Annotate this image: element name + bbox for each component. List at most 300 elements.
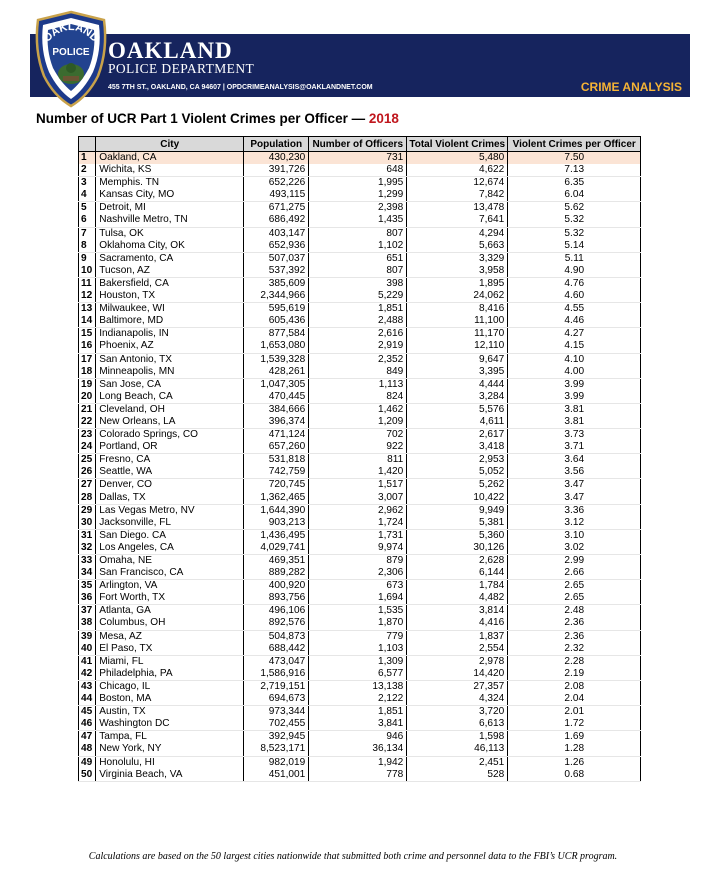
org-address: 455 7TH ST., OAKLAND, CA 94607 | OPDCRIMEANALYSIS@OAKLANDNET.COM bbox=[108, 84, 373, 91]
violent-crimes-cell: 9,647 bbox=[407, 353, 508, 366]
crimes-per-officer-cell: 5.62 bbox=[508, 202, 641, 215]
officers-cell: 1,724 bbox=[309, 517, 407, 530]
crimes-per-officer-cell: 2.04 bbox=[508, 693, 641, 706]
population-cell: 391,726 bbox=[244, 164, 309, 177]
rank-cell: 31 bbox=[79, 529, 96, 542]
rank-cell: 2 bbox=[79, 164, 96, 177]
city-cell: Denver, CO bbox=[96, 479, 244, 492]
population-cell: 2,344,966 bbox=[244, 290, 309, 303]
population-cell: 496,106 bbox=[244, 605, 309, 618]
violent-crimes-cell: 5,381 bbox=[407, 517, 508, 530]
rank-cell: 48 bbox=[79, 743, 96, 756]
report-year: 2018 bbox=[368, 111, 399, 126]
rank-cell: 20 bbox=[79, 391, 96, 404]
officers-cell: 1,113 bbox=[309, 378, 407, 391]
rank-cell: 7 bbox=[79, 227, 96, 240]
violent-crimes-cell: 1,784 bbox=[407, 580, 508, 593]
column-header-crimes-per-officer: Violent Crimes per Officer bbox=[508, 137, 641, 152]
violent-crimes-cell: 3,329 bbox=[407, 252, 508, 265]
table-row bbox=[79, 479, 641, 492]
table-row bbox=[79, 643, 641, 656]
table-row bbox=[79, 731, 641, 744]
police-badge-logo bbox=[32, 10, 110, 108]
table-row bbox=[79, 164, 641, 177]
officers-cell: 731 bbox=[309, 152, 407, 165]
population-cell: 877,584 bbox=[244, 328, 309, 341]
crimes-per-officer-cell: 3.56 bbox=[508, 466, 641, 479]
violent-crimes-cell: 2,953 bbox=[407, 454, 508, 467]
rank-cell: 28 bbox=[79, 492, 96, 505]
city-cell: Philadelphia, PA bbox=[96, 668, 244, 681]
officers-cell: 879 bbox=[309, 555, 407, 568]
table-row bbox=[79, 303, 641, 316]
rank-cell: 6 bbox=[79, 214, 96, 227]
city-cell: Minneapolis, MN bbox=[96, 366, 244, 379]
violent-crimes-cell: 7,641 bbox=[407, 214, 508, 227]
violent-crimes-cell: 5,360 bbox=[407, 529, 508, 542]
city-cell: Chicago, IL bbox=[96, 680, 244, 693]
violent-crimes-cell: 4,324 bbox=[407, 693, 508, 706]
crimes-per-officer-cell: 1.72 bbox=[508, 718, 641, 731]
population-cell: 384,666 bbox=[244, 403, 309, 416]
city-cell: Colorado Springs, CO bbox=[96, 429, 244, 442]
column-header-violent-crimes: Total Violent Crimes bbox=[407, 137, 508, 152]
population-cell: 4,029,741 bbox=[244, 542, 309, 555]
city-cell: Dallas, TX bbox=[96, 492, 244, 505]
city-cell: Bakersfield, CA bbox=[96, 277, 244, 290]
population-cell: 1,653,080 bbox=[244, 340, 309, 353]
officers-cell: 779 bbox=[309, 630, 407, 643]
city-cell: Tucson, AZ bbox=[96, 265, 244, 278]
population-cell: 403,147 bbox=[244, 227, 309, 240]
violent-crimes-cell: 4,622 bbox=[407, 164, 508, 177]
officers-cell: 398 bbox=[309, 277, 407, 290]
violent-crimes-cell: 5,262 bbox=[407, 479, 508, 492]
population-cell: 473,047 bbox=[244, 655, 309, 668]
city-cell: Fort Worth, TX bbox=[96, 592, 244, 605]
officers-cell: 702 bbox=[309, 429, 407, 442]
city-cell: Long Beach, CA bbox=[96, 391, 244, 404]
table-row bbox=[79, 378, 641, 391]
population-cell: 671,275 bbox=[244, 202, 309, 215]
population-cell: 1,539,328 bbox=[244, 353, 309, 366]
org-subtitle: POLICE DEPARTMENT bbox=[108, 61, 255, 76]
officers-cell: 2,306 bbox=[309, 567, 407, 580]
table-row bbox=[79, 240, 641, 253]
violent-crimes-cell: 8,416 bbox=[407, 303, 508, 316]
officers-cell: 1,517 bbox=[309, 479, 407, 492]
population-cell: 688,442 bbox=[244, 643, 309, 656]
table-row bbox=[79, 592, 641, 605]
population-cell: 400,920 bbox=[244, 580, 309, 593]
crimes-per-officer-cell: 3.36 bbox=[508, 504, 641, 517]
table-row bbox=[79, 756, 641, 769]
crimes-per-officer-cell: 2.28 bbox=[508, 655, 641, 668]
officers-cell: 36,134 bbox=[309, 743, 407, 756]
city-cell: Austin, TX bbox=[96, 706, 244, 719]
city-cell: Los Angeles, CA bbox=[96, 542, 244, 555]
table-row bbox=[79, 542, 641, 555]
rank-cell: 41 bbox=[79, 655, 96, 668]
table-row bbox=[79, 214, 641, 227]
table-row bbox=[79, 668, 641, 681]
report-title-text: Number of UCR Part 1 Violent Crimes per Officer — bbox=[36, 111, 366, 126]
violent-crimes-cell: 6,613 bbox=[407, 718, 508, 731]
city-cell: Mesa, AZ bbox=[96, 630, 244, 643]
population-cell: 702,455 bbox=[244, 718, 309, 731]
city-cell: Seattle, WA bbox=[96, 466, 244, 479]
officers-cell: 2,352 bbox=[309, 353, 407, 366]
city-cell: Oakland, CA bbox=[96, 152, 244, 165]
crimes-per-officer-cell: 1.26 bbox=[508, 756, 641, 769]
crimes-per-officer-cell: 3.73 bbox=[508, 429, 641, 442]
city-cell: Kansas City, MO bbox=[96, 189, 244, 202]
officers-cell: 13,138 bbox=[309, 680, 407, 693]
officers-cell: 1,851 bbox=[309, 303, 407, 316]
table-row bbox=[79, 391, 641, 404]
crimes-per-officer-cell: 3.12 bbox=[508, 517, 641, 530]
table-row bbox=[79, 655, 641, 668]
officers-cell: 1,535 bbox=[309, 605, 407, 618]
population-cell: 2,719,151 bbox=[244, 680, 309, 693]
table-row bbox=[79, 718, 641, 731]
rank-cell: 8 bbox=[79, 240, 96, 253]
table-row bbox=[79, 743, 641, 756]
violent-crimes-cell: 6,144 bbox=[407, 567, 508, 580]
crimes-per-officer-cell: 2.36 bbox=[508, 630, 641, 643]
officers-cell: 651 bbox=[309, 252, 407, 265]
crimes-per-officer-cell: 4.10 bbox=[508, 353, 641, 366]
crimes-per-officer-cell: 3.47 bbox=[508, 492, 641, 505]
officers-cell: 1,209 bbox=[309, 416, 407, 429]
city-cell: Virginia Beach, VA bbox=[96, 769, 244, 782]
table-row bbox=[79, 567, 641, 580]
crimes-per-officer-cell: 3.10 bbox=[508, 529, 641, 542]
population-cell: 396,374 bbox=[244, 416, 309, 429]
officers-cell: 922 bbox=[309, 441, 407, 454]
city-cell: Atlanta, GA bbox=[96, 605, 244, 618]
crimes-per-officer-cell: 5.32 bbox=[508, 214, 641, 227]
population-cell: 430,230 bbox=[244, 152, 309, 165]
crimes-per-officer-cell: 5.32 bbox=[508, 227, 641, 240]
violent-crimes-cell: 1,895 bbox=[407, 277, 508, 290]
officers-cell: 2,616 bbox=[309, 328, 407, 341]
city-cell: Cleveland, OH bbox=[96, 403, 244, 416]
population-cell: 1,586,916 bbox=[244, 668, 309, 681]
rank-cell: 1 bbox=[79, 152, 96, 165]
city-cell: Sacramento, CA bbox=[96, 252, 244, 265]
officers-cell: 1,731 bbox=[309, 529, 407, 542]
violent-crimes-cell: 4,482 bbox=[407, 592, 508, 605]
city-cell: Memphis. TN bbox=[96, 177, 244, 190]
population-cell: 652,226 bbox=[244, 177, 309, 190]
population-cell: 652,936 bbox=[244, 240, 309, 253]
rank-cell: 36 bbox=[79, 592, 96, 605]
city-cell: San Diego. CA bbox=[96, 529, 244, 542]
officers-cell: 1,851 bbox=[309, 706, 407, 719]
crimes-per-officer-cell: 3.47 bbox=[508, 479, 641, 492]
table-row bbox=[79, 769, 641, 782]
crimes-per-officer-cell: 2.32 bbox=[508, 643, 641, 656]
crimes-per-officer-cell: 2.66 bbox=[508, 567, 641, 580]
crimes-per-officer-cell: 5.11 bbox=[508, 252, 641, 265]
crimes-per-officer-cell: 2.01 bbox=[508, 706, 641, 719]
violent-crimes-cell: 2,451 bbox=[407, 756, 508, 769]
violent-crimes-cell: 4,416 bbox=[407, 617, 508, 630]
rank-cell: 39 bbox=[79, 630, 96, 643]
violent-crimes-cell: 3,814 bbox=[407, 605, 508, 618]
violent-crimes-cell: 7,842 bbox=[407, 189, 508, 202]
city-cell: San Jose, CA bbox=[96, 378, 244, 391]
population-cell: 973,344 bbox=[244, 706, 309, 719]
crimes-per-officer-cell: 3.99 bbox=[508, 391, 641, 404]
crimes-per-officer-cell: 4.55 bbox=[508, 303, 641, 316]
table-row bbox=[79, 466, 641, 479]
table-row bbox=[79, 529, 641, 542]
crimes-per-officer-cell: 7.13 bbox=[508, 164, 641, 177]
population-cell: 470,445 bbox=[244, 391, 309, 404]
city-cell: Phoenix, AZ bbox=[96, 340, 244, 353]
table-row bbox=[79, 340, 641, 353]
violent-crimes-cell: 10,422 bbox=[407, 492, 508, 505]
officers-cell: 2,962 bbox=[309, 504, 407, 517]
violent-crimes-cell: 4,294 bbox=[407, 227, 508, 240]
population-cell: 742,759 bbox=[244, 466, 309, 479]
rank-cell: 44 bbox=[79, 693, 96, 706]
violent-crimes-cell: 27,357 bbox=[407, 680, 508, 693]
violent-crimes-cell: 24,062 bbox=[407, 290, 508, 303]
officers-cell: 946 bbox=[309, 731, 407, 744]
rank-cell: 49 bbox=[79, 756, 96, 769]
violent-crimes-cell: 3,418 bbox=[407, 441, 508, 454]
table-row bbox=[79, 693, 641, 706]
violent-crimes-cell: 2,554 bbox=[407, 643, 508, 656]
population-cell: 1,436,495 bbox=[244, 529, 309, 542]
population-cell: 471,124 bbox=[244, 429, 309, 442]
violent-crimes-cell: 2,628 bbox=[407, 555, 508, 568]
crimes-per-officer-cell: 5.14 bbox=[508, 240, 641, 253]
city-cell: Nashville Metro, TN bbox=[96, 214, 244, 227]
city-cell: Jacksonville, FL bbox=[96, 517, 244, 530]
column-header-rank bbox=[79, 137, 96, 152]
city-cell: San Antonio, TX bbox=[96, 353, 244, 366]
population-cell: 1,644,390 bbox=[244, 504, 309, 517]
rank-cell: 42 bbox=[79, 668, 96, 681]
violent-crimes-cell: 46,113 bbox=[407, 743, 508, 756]
population-cell: 507,037 bbox=[244, 252, 309, 265]
violent-crimes-cell: 12,674 bbox=[407, 177, 508, 190]
rank-cell: 19 bbox=[79, 378, 96, 391]
table-row bbox=[79, 517, 641, 530]
officers-cell: 811 bbox=[309, 454, 407, 467]
table-row bbox=[79, 189, 641, 202]
population-cell: 893,756 bbox=[244, 592, 309, 605]
population-cell: 451,001 bbox=[244, 769, 309, 782]
city-cell: Omaha, NE bbox=[96, 555, 244, 568]
officers-cell: 5,229 bbox=[309, 290, 407, 303]
population-cell: 686,492 bbox=[244, 214, 309, 227]
officers-cell: 849 bbox=[309, 366, 407, 379]
rank-cell: 35 bbox=[79, 580, 96, 593]
table-row bbox=[79, 416, 641, 429]
population-cell: 1,362,465 bbox=[244, 492, 309, 505]
officers-cell: 807 bbox=[309, 227, 407, 240]
table-row bbox=[79, 366, 641, 379]
rank-cell: 25 bbox=[79, 454, 96, 467]
population-cell: 892,576 bbox=[244, 617, 309, 630]
crimes-per-officer-cell: 3.81 bbox=[508, 416, 641, 429]
officers-cell: 1,102 bbox=[309, 240, 407, 253]
officers-cell: 1,103 bbox=[309, 643, 407, 656]
city-cell: New Orleans, LA bbox=[96, 416, 244, 429]
violent-crimes-cell: 5,576 bbox=[407, 403, 508, 416]
officers-cell: 648 bbox=[309, 164, 407, 177]
table-body bbox=[79, 152, 641, 782]
rank-cell: 24 bbox=[79, 441, 96, 454]
violent-crimes-cell: 3,284 bbox=[407, 391, 508, 404]
rank-cell: 33 bbox=[79, 555, 96, 568]
crimes-per-officer-cell: 2.99 bbox=[508, 555, 641, 568]
crimes-per-officer-cell: 4.60 bbox=[508, 290, 641, 303]
city-cell: Indianapolis, IN bbox=[96, 328, 244, 341]
population-cell: 531,818 bbox=[244, 454, 309, 467]
rank-cell: 43 bbox=[79, 680, 96, 693]
violent-crimes-cell: 5,480 bbox=[407, 152, 508, 165]
rank-cell: 26 bbox=[79, 466, 96, 479]
table-row bbox=[79, 328, 641, 341]
rank-cell: 34 bbox=[79, 567, 96, 580]
crime-table bbox=[78, 136, 641, 782]
violent-crimes-cell: 9,949 bbox=[407, 504, 508, 517]
rank-cell: 10 bbox=[79, 265, 96, 278]
population-cell: 605,436 bbox=[244, 315, 309, 328]
population-cell: 392,945 bbox=[244, 731, 309, 744]
city-cell: Columbus, OH bbox=[96, 617, 244, 630]
crimes-per-officer-cell: 7.50 bbox=[508, 152, 641, 165]
population-cell: 8,523,171 bbox=[244, 743, 309, 756]
rank-cell: 22 bbox=[79, 416, 96, 429]
violent-crimes-cell: 4,611 bbox=[407, 416, 508, 429]
violent-crimes-cell: 4,444 bbox=[407, 378, 508, 391]
rank-cell: 5 bbox=[79, 202, 96, 215]
city-cell: Baltimore, MD bbox=[96, 315, 244, 328]
rank-cell: 45 bbox=[79, 706, 96, 719]
violent-crimes-cell: 528 bbox=[407, 769, 508, 782]
crimes-per-officer-cell: 2.36 bbox=[508, 617, 641, 630]
population-cell: 595,619 bbox=[244, 303, 309, 316]
table-row bbox=[79, 265, 641, 278]
population-cell: 903,213 bbox=[244, 517, 309, 530]
table-row bbox=[79, 290, 641, 303]
rank-cell: 13 bbox=[79, 303, 96, 316]
officers-cell: 2,488 bbox=[309, 315, 407, 328]
officers-cell: 6,577 bbox=[309, 668, 407, 681]
city-cell: Boston, MA bbox=[96, 693, 244, 706]
city-cell: Oklahoma City, OK bbox=[96, 240, 244, 253]
rank-cell: 23 bbox=[79, 429, 96, 442]
crimes-per-officer-cell: 1.28 bbox=[508, 743, 641, 756]
officers-cell: 807 bbox=[309, 265, 407, 278]
violent-crimes-cell: 11,170 bbox=[407, 328, 508, 341]
table-row bbox=[79, 706, 641, 719]
rank-cell: 29 bbox=[79, 504, 96, 517]
city-cell: El Paso, TX bbox=[96, 643, 244, 656]
crimes-per-officer-cell: 2.48 bbox=[508, 605, 641, 618]
population-cell: 982,019 bbox=[244, 756, 309, 769]
city-cell: Fresno, CA bbox=[96, 454, 244, 467]
crimes-per-officer-cell: 4.27 bbox=[508, 328, 641, 341]
city-cell: Arlington, VA bbox=[96, 580, 244, 593]
table-row bbox=[79, 580, 641, 593]
crimes-per-officer-cell: 3.99 bbox=[508, 378, 641, 391]
population-cell: 889,282 bbox=[244, 567, 309, 580]
badge-mid-text: POLICE bbox=[52, 47, 90, 58]
crimes-per-officer-cell: 4.76 bbox=[508, 277, 641, 290]
table-row bbox=[79, 177, 641, 190]
violent-crimes-cell: 1,598 bbox=[407, 731, 508, 744]
population-cell: 385,609 bbox=[244, 277, 309, 290]
violent-crimes-cell: 3,958 bbox=[407, 265, 508, 278]
officers-cell: 3,841 bbox=[309, 718, 407, 731]
population-cell: 428,261 bbox=[244, 366, 309, 379]
city-cell: Milwaukee, WI bbox=[96, 303, 244, 316]
crimes-per-officer-cell: 3.64 bbox=[508, 454, 641, 467]
violent-crimes-cell: 3,395 bbox=[407, 366, 508, 379]
population-cell: 469,351 bbox=[244, 555, 309, 568]
violent-crimes-cell: 14,420 bbox=[407, 668, 508, 681]
crimes-per-officer-cell: 3.71 bbox=[508, 441, 641, 454]
officers-cell: 778 bbox=[309, 769, 407, 782]
officers-cell: 1,420 bbox=[309, 466, 407, 479]
officers-cell: 2,919 bbox=[309, 340, 407, 353]
table-row bbox=[79, 315, 641, 328]
officers-cell: 1,870 bbox=[309, 617, 407, 630]
crimes-per-officer-cell: 2.65 bbox=[508, 592, 641, 605]
city-cell: Honolulu, HI bbox=[96, 756, 244, 769]
table-row bbox=[79, 617, 641, 630]
officers-cell: 824 bbox=[309, 391, 407, 404]
table-row bbox=[79, 492, 641, 505]
crimes-per-officer-cell: 4.00 bbox=[508, 366, 641, 379]
officers-cell: 1,299 bbox=[309, 189, 407, 202]
population-cell: 537,392 bbox=[244, 265, 309, 278]
table-row bbox=[79, 202, 641, 215]
population-cell: 493,115 bbox=[244, 189, 309, 202]
unit-label: CRIME ANALYSIS bbox=[580, 80, 682, 94]
violent-crimes-cell: 12,110 bbox=[407, 340, 508, 353]
table-row bbox=[79, 680, 641, 693]
violent-crimes-cell: 2,617 bbox=[407, 429, 508, 442]
officers-cell: 2,122 bbox=[309, 693, 407, 706]
officers-cell: 3,007 bbox=[309, 492, 407, 505]
rank-cell: 15 bbox=[79, 328, 96, 341]
violent-crimes-cell: 30,126 bbox=[407, 542, 508, 555]
city-cell: Washington DC bbox=[96, 718, 244, 731]
city-cell: Las Vegas Metro, NV bbox=[96, 504, 244, 517]
city-cell: Miami, FL bbox=[96, 655, 244, 668]
column-header-population: Population bbox=[244, 137, 309, 152]
violent-crimes-cell: 11,100 bbox=[407, 315, 508, 328]
city-cell: Tulsa, OK bbox=[96, 227, 244, 240]
crimes-per-officer-cell: 6.35 bbox=[508, 177, 641, 190]
table-row bbox=[79, 403, 641, 416]
column-header-officers: Number of Officers bbox=[309, 137, 407, 152]
city-cell: New York, NY bbox=[96, 743, 244, 756]
violent-crimes-cell: 5,052 bbox=[407, 466, 508, 479]
crimes-per-officer-cell: 3.02 bbox=[508, 542, 641, 555]
footnote: Calculations are based on the 50 largest cities nationwide that submitted both crime and personnel data to the FBI’s UCR program. bbox=[88, 851, 618, 862]
crimes-per-officer-cell: 4.15 bbox=[508, 340, 641, 353]
